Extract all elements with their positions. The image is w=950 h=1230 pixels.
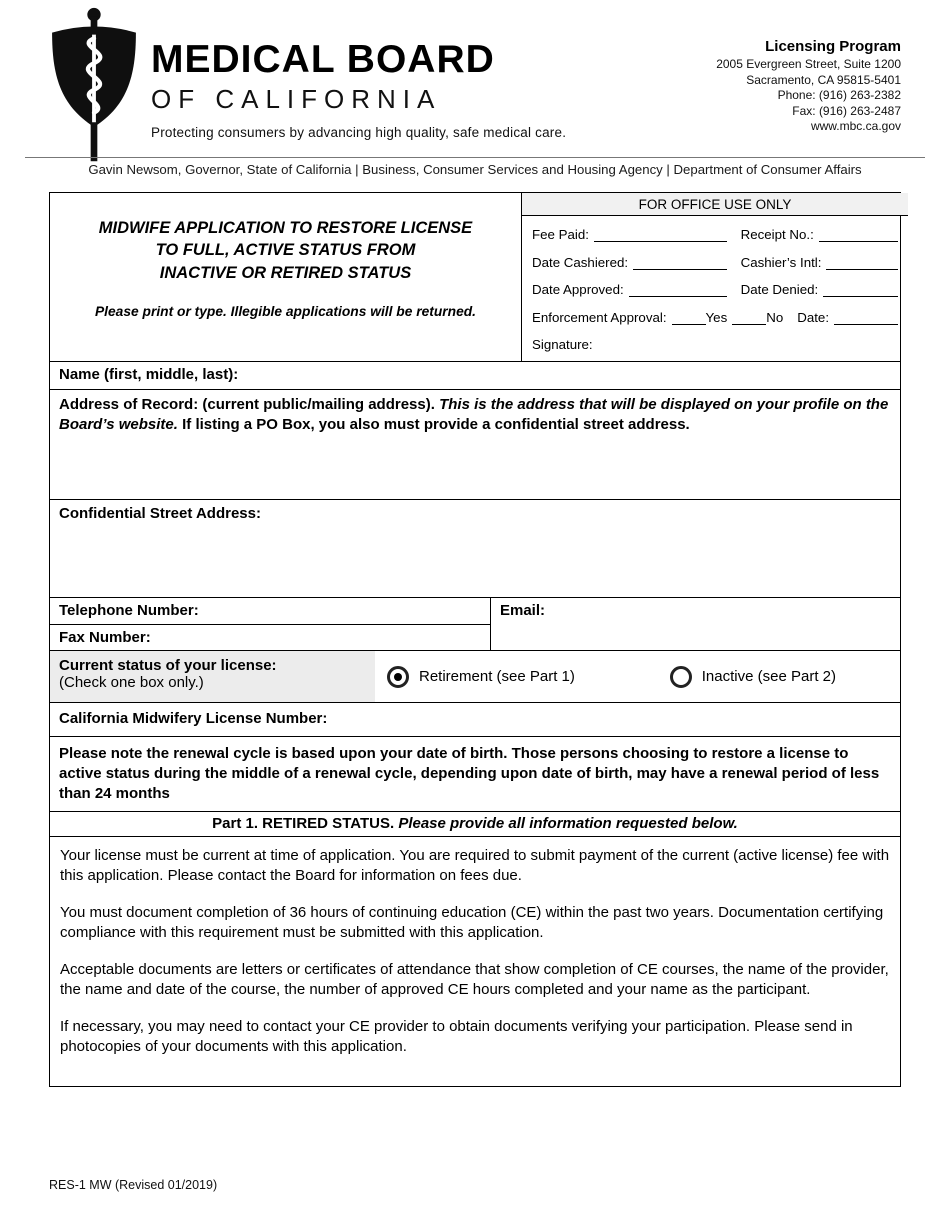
date-cashiered-label: Date Cashiered: [532,254,629,270]
address-label-italic: This is the address that will be displayed on your profile on the Board’s website. [59,396,889,433]
phone-line: Phone: (916) 263-2382 [777,88,901,103]
fax-line: Fax: (916) 263-2487 [792,103,901,118]
fax-label: Fax Number: [59,629,151,646]
office-use-body [522,216,908,365]
form-number: RES-1 MW (Revised 01/2019) [49,1178,218,1192]
office-use-section [521,193,908,361]
office-row-cashiered [532,255,898,270]
address-line: Sacramento, CA 95815-5401 [746,72,901,87]
form-title-line: MIDWIFE APPLICATION TO RESTORE LICENSE [98,219,473,237]
enforcement-date-label: Date: [797,309,830,325]
governor-line: Gavin Newsom, Governor, State of California | Business, Consumer Services and Housing Agency | Department of Consumer Affairs [25,157,925,177]
address-label-bold: Address of Record: (current public/mailing address). [59,396,435,413]
email-label: Email: [500,602,546,619]
yes-label: Yes [705,309,728,325]
signature-label: Signature: [532,337,593,352]
part1-header-title: Part 1. RETIRED STATUS. [212,815,395,832]
retirement-radio-button[interactable] [387,666,409,688]
application-form-table [49,192,901,1087]
office-use-header: FOR OFFICE USE ONLY [522,193,908,216]
name-label: Name (first, middle, last): [59,366,239,383]
form-header-row [50,193,900,361]
fax-field-cell[interactable] [50,624,490,651]
enforcement-yes-blank[interactable] [672,311,706,325]
date-approved-label: Date Approved: [532,282,624,297]
renewal-cycle-note: Please note the renewal cycle is based upon your date of birth. Those persons choosing to restore a license to active status during the middle of a renewal cycle, depending upon date of birth, may have a renewal period of less than 24 months [50,736,900,811]
fee-paid-label: Fee Paid: [532,227,589,242]
form-title-cell [50,193,521,361]
phone-fax-column [50,598,491,650]
confidential-address-field-row[interactable] [50,499,900,597]
name-field-row[interactable] [50,361,900,389]
form-title-line: INACTIVE OR RETIRED STATUS [159,263,412,282]
office-row-signature [532,337,898,352]
part1-paragraph: Acceptable documents are letters or certificates of attendance that show completion of CE courses, the name of the provider, the name and date of the course, the number of approved CE hours completed and your name as the participant. [60,960,889,998]
contact-fields-row [50,597,900,650]
license-status-row [50,650,900,702]
license-number-field-row[interactable] [50,702,900,736]
form-title-line: TO FULL, ACTIVE STATUS FROM [155,241,416,260]
inactive-radio-button[interactable] [670,666,692,688]
telephone-label: Telephone Number: [59,602,199,619]
status-label-cell [50,651,375,702]
org-identity [151,40,566,140]
receipt-no-blank[interactable] [819,228,898,242]
status-note: (Check one box only.) [59,674,204,691]
radio-option-inactive[interactable] [670,666,836,688]
program-title: Licensing Program [765,38,901,55]
enforcement-no-blank[interactable] [732,311,766,325]
radio-option-retirement[interactable] [387,666,575,688]
retirement-option-label: Retirement (see Part 1) [419,668,575,685]
contact-block [716,38,901,135]
office-row-enforcement [532,310,898,325]
date-approved-blank[interactable] [629,283,727,297]
address-of-record-field-row[interactable] [50,389,900,499]
office-row-approved [532,282,898,297]
form-title-note: Please print or type. Illegible applications will be returned. [94,303,477,319]
enforcement-approval-label: Enforcement Approval: [532,309,667,325]
cashiers-intl-label: Cashier’s Intl: [740,254,822,270]
caduceus-shield-icon [46,6,142,166]
office-row-fee [532,227,898,242]
date-cashiered-blank[interactable] [633,256,727,270]
part1-paragraph: You must document completion of 36 hours of continuing education (CE) within the past two years. Documentation certifying compliance with this requirement must be submitted with this application. [60,903,884,941]
date-denied-blank[interactable] [823,283,898,297]
status-options [375,651,900,702]
part1-header-subtitle: Please provide all information requested below. [398,815,738,832]
org-name: MEDICAL BOARD [151,38,495,81]
confidential-address-label: Confidential Street Address: [59,505,261,522]
address-line: 2005 Evergreen Street, Suite 1200 [716,57,901,71]
enforcement-date-blank[interactable] [834,311,898,325]
status-label: Current status of your license: [59,657,277,674]
website-line: www.mbc.ca.gov [810,119,901,134]
receipt-no-label: Receipt No.: [740,227,814,242]
fee-paid-blank[interactable] [594,228,727,242]
org-subname: OF CALIFORNIA [151,84,442,114]
inactive-option-label: Inactive (see Part 2) [701,668,836,685]
medical-board-logo [46,6,142,166]
email-field-cell[interactable] [491,598,900,650]
no-label: No [766,309,784,325]
org-tagline: Protecting consumers by advancing high quality, safe medical care. [151,125,567,140]
cashiers-intl-blank[interactable] [826,256,898,270]
license-number-label: California Midwifery License Number: [59,710,328,727]
telephone-field-cell[interactable] [50,598,490,624]
part1-instructions [50,836,900,1086]
part1-header-row [50,811,900,836]
part1-paragraph: Your license must be current at time of application. You are required to submit payment of the current (active license) fee with this application. Please contact the Board for information on fees due. [60,847,890,884]
part1-paragraph: If necessary, you may need to contact your CE provider to obtain documents verifying your participation. Please send in photocopies of your documents with this application. [60,1017,853,1055]
date-denied-label: Date Denied: [740,282,819,297]
address-label-rest: If listing a PO Box, you also must provide a confidential street address. [182,415,690,433]
